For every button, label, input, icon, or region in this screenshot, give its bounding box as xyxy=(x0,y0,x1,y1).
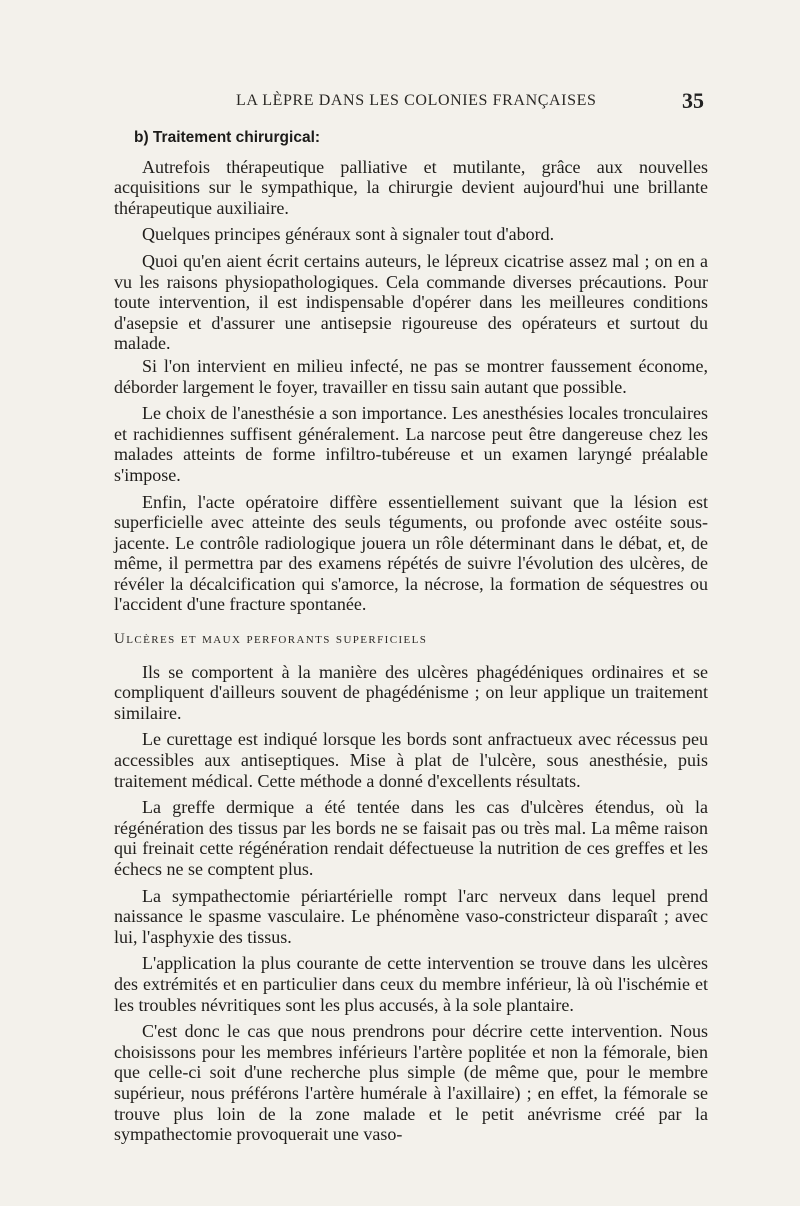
page-number: 35 xyxy=(682,88,704,113)
page-body xyxy=(114,128,708,1147)
paragraph: La greffe dermique a été tentée dans les cas d'ulcères étendus, où la régénération des tissus par les bords ne se faisait pas ou très mal. La même raison qui freinait cette régénération rendait défectueuse la nutrition de ces greffes et les échecs ne se comptent plus. xyxy=(114,797,708,879)
paragraph: Le curettage est indiqué lorsque les bords sont anfractueux avec récessus peu accessibles aux antiseptiques. Mise à plat de l'ulcère, sous anesthésie, puis traitement médical. Cette méthode a donné d'excellents résultats. xyxy=(114,729,708,791)
paragraph: Si l'on intervient en milieu infecté, ne pas se montrer faussement économe, déborder largement le foyer, travailler en tissu sain autant que possible. xyxy=(114,355,708,397)
paragraph: Quelques principes généraux sont à signaler tout d'abord. xyxy=(142,224,555,245)
paragraph: C'est donc le cas que nous prendrons pour décrire cette intervention. Nous choisissons pour les membres inférieurs l'artère poplitée et non la fémorale, bien que celle-ci soit d'une recherche plus simple (de même que, pour le membre supérieur, nous préférons l'artère humérale à l'axillaire) ; en effet, la fémorale se trouve plus loin de la zone malade et le petit anévrisme créé par la sympathectomie provoquerait une vaso- xyxy=(114,1021,708,1145)
paragraph: Quoi qu'en aient écrit certains auteurs, le lépreux cicatrise assez mal ; on en a vu les raisons physiopathologiques. Cela commande diverses précautions. Pour toute intervention, il est indispensable d'opérer dans les meilleures conditions d'asepsie et d'assurer une antisepsie rigoureuse des opérateurs et surtout du malade. xyxy=(114,250,708,354)
paragraph: Le choix de l'anesthésie a son importance. Les anesthésies locales tronculaires et rachidiennes suffisent généralement. La narcose peut être dangereuse chez les malades atteints de forme infiltro-tubéreuse et un examen laryngé préalable s'impose. xyxy=(114,403,708,485)
paragraph: La sympathectomie périartérielle rompt l'arc nerveux dans lequel prend naissance le spasme vasculaire. Le phénomène vaso-constricteur disparaît ; avec lui, l'asphyxie des tissus. xyxy=(114,885,708,947)
paragraph: Ils se comportent à la manière des ulcères phagédéniques ordinaires et se compliquent d'ailleurs souvent de phagédénisme ; on leur applique un traitement similaire. xyxy=(114,661,708,723)
running-title: LA LÈPRE DANS LES COLONIES FRANÇAISES xyxy=(236,92,597,109)
subheading: b) Traitement chirurgical: xyxy=(134,129,321,146)
page-header xyxy=(0,88,800,116)
paragraph: Autrefois thérapeutique palliative et mutilante, grâce aux nouvelles acquisitions sur le sympathique, la chirurgie devient aujourd'hui une brillante thérapeutique auxiliaire. xyxy=(114,156,708,218)
section-heading: Ulcères et maux perforants superficiels xyxy=(114,631,428,648)
paragraph: Enfin, l'acte opératoire diffère essentiellement suivant que la lésion est superficielle avec atteinte des seuls téguments, ou profonde avec ostéite sous-jacente. Le contrôle radiologique jouera un rôle déterminant dans le débat, et, de même, il permettra par des examens répétés de suivre l'évolution des ulcères, de révéler la décalcification qui s'amorce, la nécrose, la formation de séquestres ou l'accident d'une fracture spontanée. xyxy=(114,491,708,615)
paragraph: L'application la plus courante de cette intervention se trouve dans les ulcères des extrémités et en particulier dans ceux du membre inférieur, là où l'ischémie et les troubles névritiques sont les plus accusés, à la sole plantaire. xyxy=(114,953,708,1015)
